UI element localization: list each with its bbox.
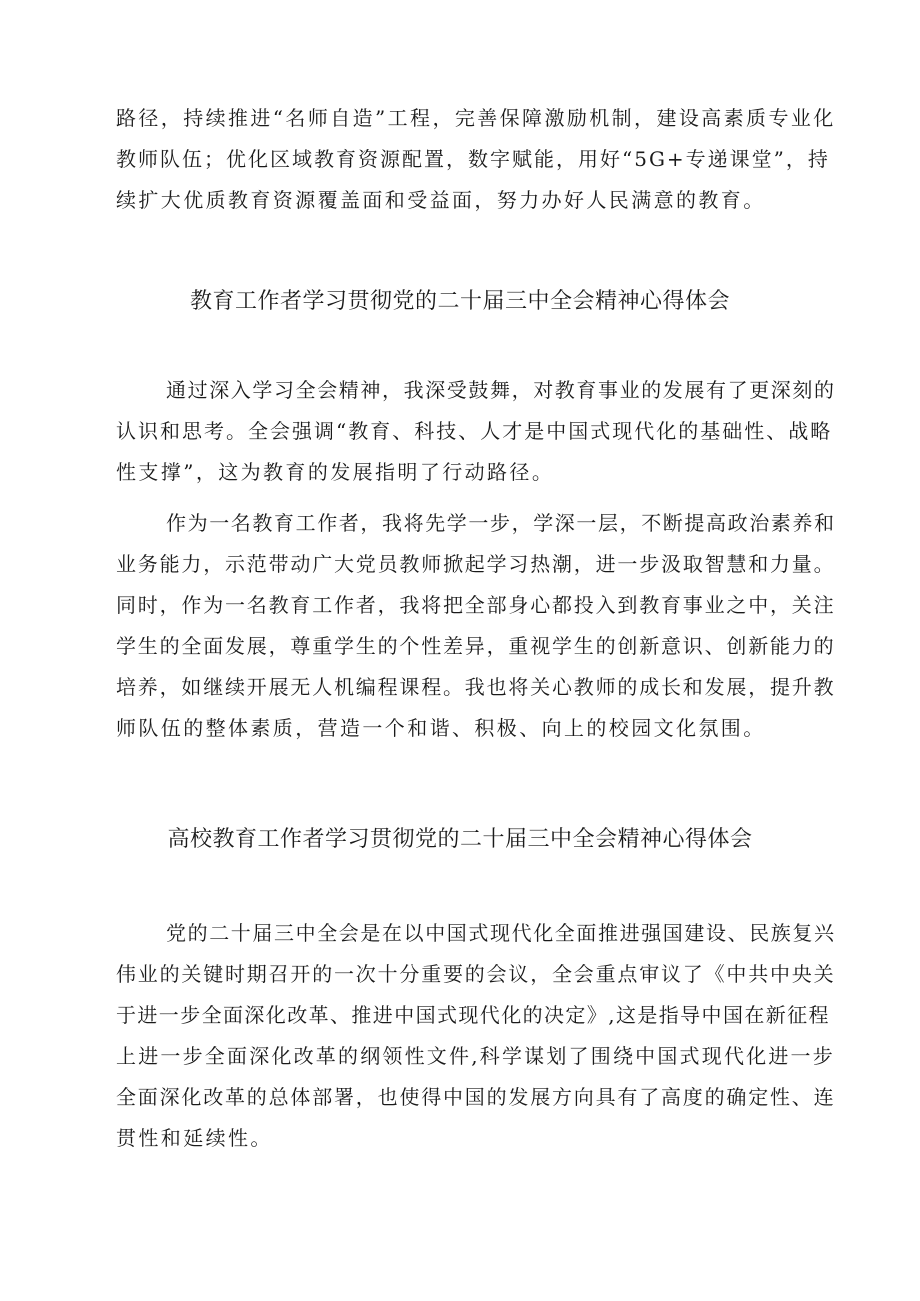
text-line: 全面深化改革的总体部署，也使得中国的发展方向具有了高度的确定性、连 xyxy=(116,1085,836,1109)
intro-paragraph xyxy=(116,98,836,221)
text-line: 教师队伍；优化区域教育资源配置，数字赋能，用好“5G+专递课堂”，持 xyxy=(116,147,830,171)
text-line: 学生的全面发展，尊重学生的个性差异，重视学生的创新意识、创新能力的 xyxy=(116,634,836,658)
section1-title: 教育工作者学习贯彻党的二十届三中全会精神心得体会 xyxy=(189,289,730,314)
text-line: 路径，持续推进“名师自造”工程，完善保障激励机制，建设高素质专业化 xyxy=(116,106,836,130)
text-line: 师队伍的整体素质，营造一个和谐、积极、向上的校园文化氛围。 xyxy=(116,716,766,740)
text-line: 性支撑”，这为教育的发展指明了行动路径。 xyxy=(116,460,555,484)
text-line: 作为一名教育工作者，我将先学一步，学深一层，不断提高政治素养和 xyxy=(166,511,836,535)
text-line: 业务能力，示范带动广大党员教师掀起学习热潮，进一步汲取智慧和力量。 xyxy=(116,552,836,576)
text-line: 党的二十届三中全会是在以中国式现代化全面推进强国建设、民族复兴 xyxy=(166,921,836,945)
text-line: 于进一步全面深化改革、推进中国式现代化的决定》,这是指导中国在新征程 xyxy=(116,1003,830,1027)
text-line: 伟业的关键时期召开的一次十分重要的会议，全会重点审议了《中共中央关 xyxy=(116,962,836,986)
text-line: 认识和思考。全会强调“教育、科技、人才是中国式现代化的基础性、战略 xyxy=(116,419,833,443)
text-line: 续扩大优质教育资源覆盖面和受益面，努力办好人民满意的教育。 xyxy=(116,188,766,212)
text-line: 通过深入学习全会精神，我深受鼓舞，对教育事业的发展有了更深刻的 xyxy=(166,378,836,402)
section2-title: 高校教育工作者学习贯彻党的二十届三中全会精神心得体会 xyxy=(167,827,753,852)
section1-paragraph1 xyxy=(116,370,836,493)
text-line: 上进一步全面深化改革的纲领性文件,科学谋划了围绕中国式现代化进一步 xyxy=(116,1044,835,1068)
text-line: 培养，如继续开展无人机编程课程。我也将关心教师的成长和发展，提升教 xyxy=(116,675,836,699)
section1-paragraph2 xyxy=(116,503,836,749)
text-line: 贯性和延续性。 xyxy=(116,1126,273,1150)
section2-paragraph1 xyxy=(116,913,836,1159)
text-line: 同时，作为一名教育工作者，我将把全部身心都投入到教育事业之中，关注 xyxy=(116,593,836,617)
